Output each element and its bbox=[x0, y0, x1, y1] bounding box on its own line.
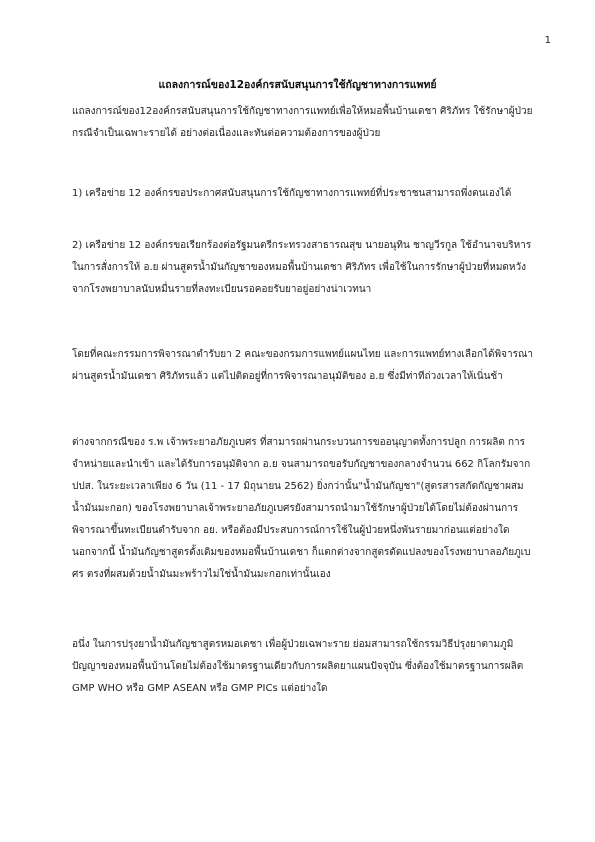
paragraph-line: อนึ่ง ในการปรุงยาน้ำมันกัญชาสูตรหมอเดชา เพื่อผู้ป่วยเฉพาะราย ย่อมสามารถใช้กรรมวิธีปรุงยาตามภูมิ bbox=[72, 639, 514, 650]
paragraph-committee bbox=[72, 344, 542, 388]
paragraph-line: 2) เครือข่าย 12 องค์กรขอเรียกร้องต่อรัฐมนตรีกระทรวงสาธารณสุข นายอนุทิน ชาญวีรกูล ใช้อำนาจบริหาร bbox=[72, 240, 532, 251]
paragraph-line: น้ำมันมะกอก) ของโรงพยาบาลเจ้าพระยาอภัยภูเบศรยังสามารถนำมาใช้รักษาผู้ป่วยได้โดยไม่ต้องผ่านการ bbox=[72, 503, 519, 514]
paragraph-line: แถลงการณ์ของ12องค์กรสนับสนุนการใช้กัญชาทางการแพทย์เพื่อให้หมอพื้นบ้านเดชา ศิริภัทร ใช้รักษาผู้ป่วย bbox=[72, 106, 533, 117]
paragraph-line: 1) เครือข่าย 12 องค์กรขอประกาศสนับสนุนการใช้กัญชาทางการแพทย์ที่ประชาชนสามารถพึ่งตนเองได้ bbox=[72, 188, 512, 199]
page-number: 1 bbox=[544, 35, 551, 46]
paragraph-line: ปัญญาของหมอพื้นบ้านโดยไม่ต้องใช้มาตรฐานเดียวกับการผลิตยาแผนปัจจุบัน ซึ่งต้องใช้มาตรฐานการผลิต bbox=[72, 661, 524, 672]
paragraph-line: พิจารณาขึ้นทะเบียนตำรับจาก อย. หรือต้องมีประสบการณ์การใช้ในผู้ป่วยหนึ่งพันรายมาก่อนแต่อย่างใด bbox=[72, 525, 510, 536]
paragraph-line: ในการสั่งการให้ อ.ย ผ่านสูตรน้ำมันกัญชาของหมอพื้นบ้านเดชา ศิริภัทร เพื่อใช้ในการรักษาผู้ป่วยที่หมดหวัง bbox=[72, 262, 527, 273]
paragraph-line: ปปส. ในระยะเวลาเพียง 6 วัน (11 - 17 มิถุนายน 2562) ยิ่งกว่านั้น"น้ำมันกัญชา"(สูตรสารสกัดกัญชาผสม bbox=[72, 481, 524, 492]
document-title: แถลงการณ์ของ12องค์กรสนับสนุนการใช้กัญชาทางการแพทย์ bbox=[158, 79, 437, 91]
paragraph-line: โดยที่คณะกรรมการพิจารณาตำรับยา 2 คณะของกรมการแพทย์แผนไทย และการแพทย์ทางเลือกได้พิจารณา bbox=[72, 349, 533, 360]
paragraph-line: ต่างจากกรณีของ ร.พ เจ้าพระยาอภัยภูเบศร ที่สามารถผ่านกระบวนการขออนุญาตทั้งการปลูก การผลิต การ bbox=[72, 437, 526, 448]
paragraph-line: จากโรงพยาบาลนับหมื่นรายที่ลงทะเบียนรอคอยรับยาอยู่อย่างน่าเวทนา bbox=[72, 284, 372, 295]
paragraph-line: ผ่านสูตรน้ำมันเดชา ศิริภัทรแล้ว แต่ไปติดอยู่ที่การพิจารณาอนุมัติของ อ.ย ซึ่งมีท่าทีถ่วงเวลาให้เนิ่นช้า bbox=[72, 371, 503, 382]
paragraph-line: ศร ตรงที่ผสมด้วยน้ำมันมะพร้าวไม่ใช่น้ำมันมะกอกเท่านั้นเอง bbox=[72, 569, 331, 580]
paragraph-comparison bbox=[72, 432, 542, 586]
paragraph-gmp bbox=[72, 634, 542, 700]
paragraph-line: กรณีจำเป็นเฉพาะรายได้ อย่างต่อเนื่องและทันต่อความต้องการของผู้ป่วย bbox=[72, 128, 381, 139]
paragraph-point-2 bbox=[72, 235, 542, 301]
paragraph-line: GMP WHO หรือ GMP ASEAN หรือ GMP PICs แต่อย่างใด bbox=[72, 683, 328, 694]
paragraph-line: นอกจากนี้ น้ำมันกัญชาสูตรดั้งเดิมของหมอพื้นบ้านเดชา ก็แตกต่างจากสูตรดัดแปลงของโรงพยาบาลอภัยภูเบ bbox=[72, 547, 531, 558]
paragraph-intro bbox=[72, 101, 542, 145]
paragraph-line: จำหน่ายและนำเข้า และได้รับการอนุมัติจาก อ.ย จนสามารถขอรับกัญชาของกลางจำนวน 662 กิโลกรัมจาก bbox=[72, 459, 531, 470]
paragraph-point-1 bbox=[72, 183, 542, 205]
